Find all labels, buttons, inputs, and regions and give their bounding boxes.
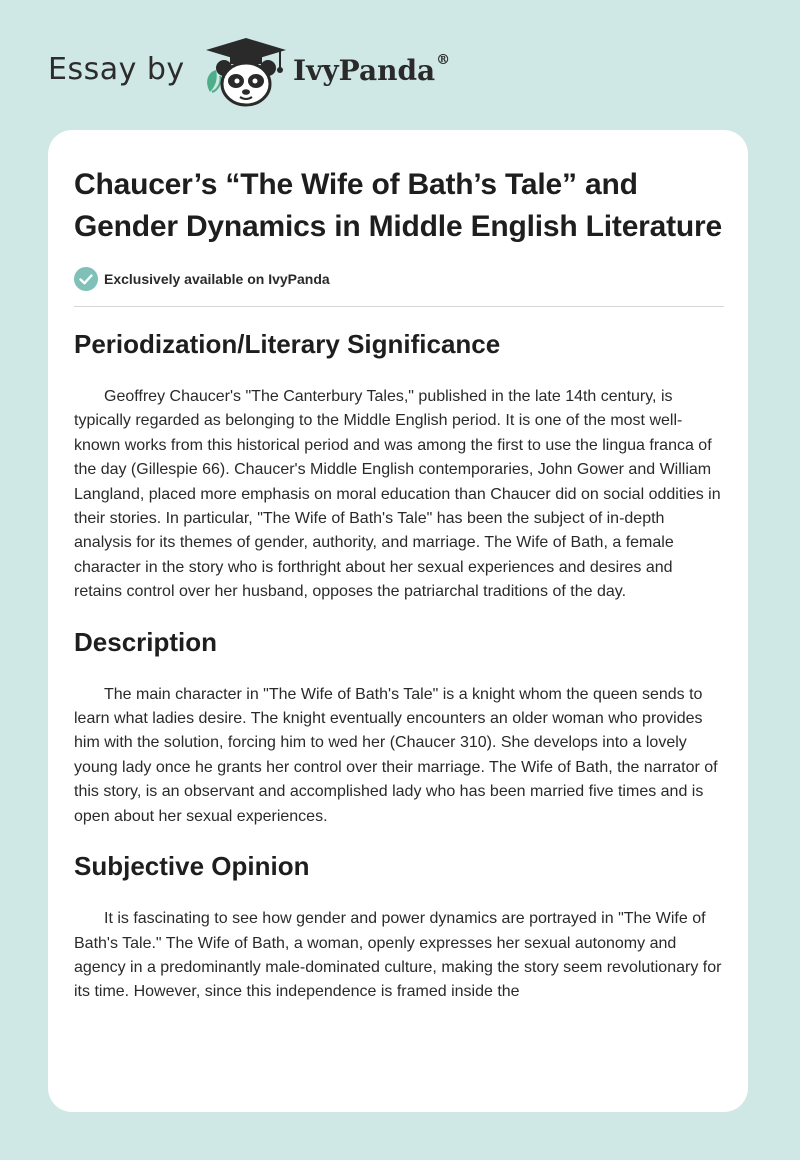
- exclusive-badge: [74, 266, 724, 292]
- exclusive-label: Exclusively available on IvyPanda: [104, 271, 330, 287]
- check-circle-icon: [74, 267, 98, 291]
- registered-mark: ®: [436, 52, 451, 68]
- section-heading-subjective-opinion: Subjective Opinion: [74, 851, 310, 882]
- divider: [74, 306, 724, 307]
- essay-content: [74, 130, 724, 1005]
- section-text-periodization: Geoffrey Chaucer's "The Canterbury Tales," published in the late 14th century, is typically regarded as belonging to the Middle English period. It is one of the most well-known works from this historical period and was among the first to use the lingua franca of the day (Gillespie 66). Chaucer's Middle English contemporaries, John Gower and William Langland, placed more emphasis on moral education than Chaucer did on social oddities in their stories. In particular, "The Wife of Bath's Tale" has been the subject of in-depth analysis for its themes of gender, authority, and marriage. The Wife of Bath, a female character in the story who is forthright about her sexual experiences and desires and retains control over her husband, opposes the patriarchal traditions of the day.: [74, 388, 721, 601]
- essay-by-label: Essay by: [48, 52, 185, 87]
- brand-text: IvyPanda: [293, 54, 436, 87]
- essay-card: [48, 130, 748, 1112]
- section-text-subjective-opinion: It is fascinating to see how gender and power dynamics are portrayed in "The Wife of Bath's Tale." The Wife of Bath, a woman, openly expresses her sexual autonomy and agency in a predominantly male-dominated culture, making the story seem revolutionary for its time. However, since this independence is framed inside the: [74, 910, 722, 1001]
- brand-name[interactable]: [293, 54, 450, 87]
- section-heading-description: Description: [74, 626, 218, 657]
- site-header: [0, 0, 800, 130]
- panda-logo-icon[interactable]: [200, 34, 292, 108]
- section-heading-periodization: Periodization/Literary Significance: [74, 329, 501, 359]
- section-text-description: The main character in "The Wife of Bath's Tale" is a knight whom the queen sends to learn what ladies desire. The knight eventually encounters an older woman who provides him with the solution, forcing him to wed her (Chaucer 310). She develops into a lovely young lady once he grants her control over their marriage. The Wife of Bath, the narrator of this story, is an observant and accomplished lady who has been married five times and is open about her sexual experiences.: [74, 685, 718, 825]
- page-title: Chaucer’s “The Wife of Bath’s Tale” and Gender Dynamics in Middle English Literature: [74, 168, 723, 243]
